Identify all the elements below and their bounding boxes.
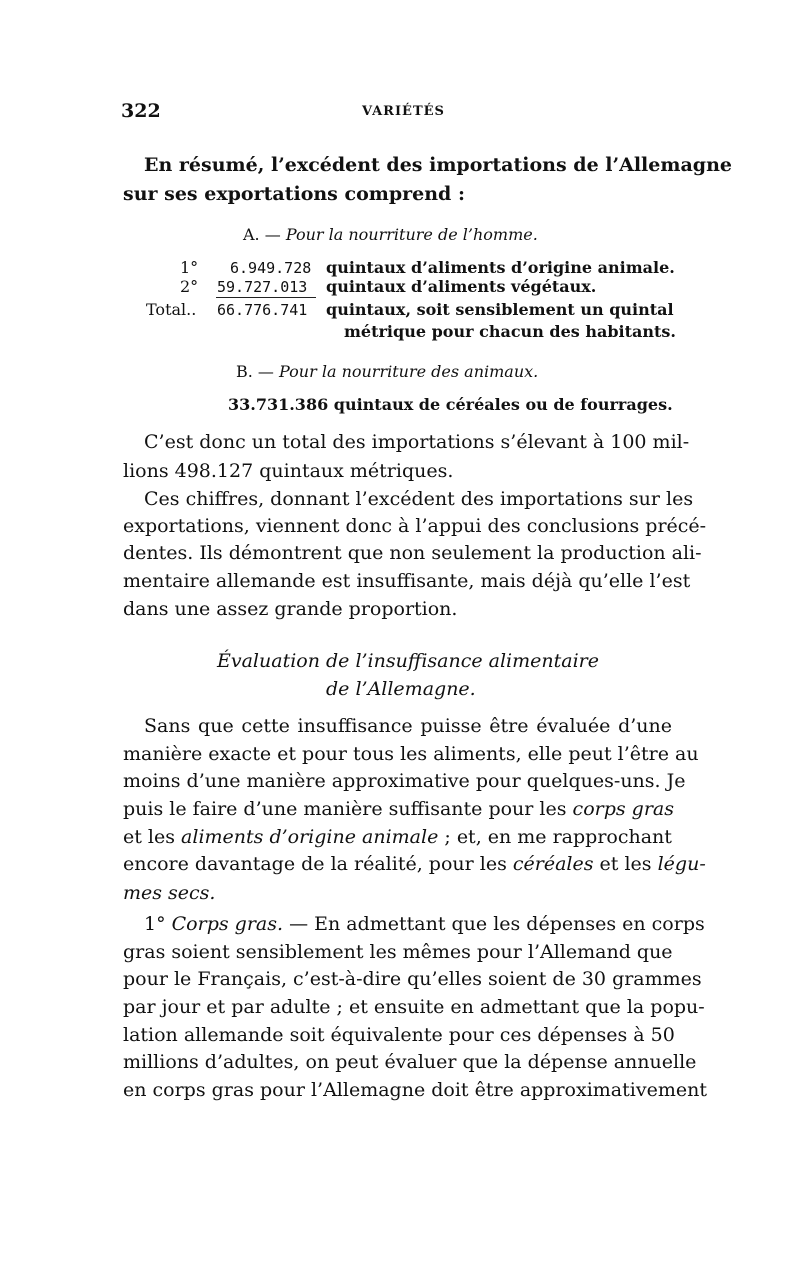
- para4-line-3: pour le Français, c’est-à-dire qu’elles soient de 30 grammes: [123, 968, 702, 990]
- page-number: 322: [121, 100, 161, 122]
- para4-subtitle: Corps gras.: [171, 913, 284, 935]
- cereales-term: céréales: [512, 853, 594, 875]
- section-title-line-2: de l’Allemagne.: [326, 678, 476, 700]
- para4-line-4: par jour et par adulte ; et ensuite en admettant que la popu-: [123, 996, 705, 1018]
- para3-line-4: [123, 798, 674, 820]
- total-rule: [216, 297, 316, 298]
- para4-line-2: gras soient sensiblement les mêmes pour l’Allemand que: [123, 941, 673, 963]
- para4-line-1: [144, 913, 705, 935]
- para2-line-3: dentes. Ils démontrent que non seulement la production ali-: [123, 542, 702, 564]
- section-b-prefix: B. —: [236, 362, 274, 381]
- para3-line-5: [123, 826, 671, 848]
- section-a-row-1-value: 6.949.728: [230, 259, 312, 277]
- section-a-title: Pour la nourriture de l’homme.: [285, 225, 538, 244]
- intro-line-2: sur ses exportations comprend :: [123, 183, 465, 205]
- para2-line-5: dans une assez grande proportion.: [123, 598, 458, 620]
- para3-line-5-text-a: et les: [123, 826, 175, 848]
- legumes-term: légu-: [657, 853, 706, 875]
- section-a-row-2-label: 2°: [180, 277, 199, 296]
- section-a-row-1-desc: quintaux d’aliments d’origine animale.: [326, 258, 675, 277]
- section-b-title: Pour la nourriture des animaux.: [279, 362, 539, 381]
- section-a-heading: [243, 225, 538, 244]
- para2-line-1: Ces chiffres, donnant l’excédent des importations sur les: [144, 488, 694, 510]
- para3-line-3: moins d’une manière approximative pour quelques-uns. Je: [123, 770, 686, 792]
- para3-line-5-text-c: ; et, en me rapprochant: [444, 826, 672, 848]
- para1-line-2: lions 498.127 quintaux métriques.: [123, 460, 454, 482]
- section-title-line-1: Évaluation de l’insuffisance alimentaire: [217, 650, 599, 672]
- para3-line-2: manière exacte et pour tous les aliments, elle peut l’être au: [123, 743, 699, 765]
- para4-number: 1°: [144, 913, 166, 935]
- section-a-prefix: A. —: [243, 225, 281, 244]
- total-desc-line-2: métrique pour chacun des habitants.: [344, 322, 676, 341]
- total-desc-line-1: quintaux, soit sensiblement un quintal: [326, 300, 674, 319]
- para3-line-7: mes secs.: [123, 882, 216, 904]
- running-title: VARIÉTÉS: [362, 104, 445, 119]
- para3-line-6-text-c: et les: [599, 853, 652, 875]
- para1-line-1: C’est donc un total des importations s’élevant à 100 mil-: [144, 431, 690, 453]
- section-a-row-2-value: 59.727.013: [217, 278, 308, 296]
- para4-line-5: lation allemande soit équivalente pour ces dépenses à 50: [123, 1024, 675, 1046]
- section-b-heading: [236, 362, 538, 381]
- total-label: Total..: [146, 300, 197, 319]
- para3-line-1: Sans que cette insuffisance puisse être évaluée d’une: [144, 715, 672, 737]
- para4-line-1-text: — En admettant que les dépenses en corps: [289, 913, 705, 935]
- para3-line-6-text-a: encore davantage de la réalité, pour les: [123, 853, 507, 875]
- para2-line-2: exportations, viennent donc à l’appui des conclusions précé-: [123, 515, 707, 537]
- section-a-row-2-desc: quintaux d’aliments végétaux.: [326, 277, 597, 296]
- total-value: 66.776.741: [217, 301, 308, 319]
- para3-line-4-text: puis le faire d’une manière suffisante pour les: [123, 798, 567, 820]
- para3-line-6: [123, 853, 706, 875]
- section-b-line: 33.731.386 quintaux de céréales ou de fourrages.: [228, 395, 673, 414]
- aliments-term: aliments d’origine animale: [181, 826, 439, 848]
- section-a-row-1-label: 1°: [180, 258, 199, 277]
- para4-line-6: millions d’adultes, on peut évaluer que la dépense annuelle: [123, 1051, 697, 1073]
- para2-line-4: mentaire allemande est insuffisante, mais déjà qu’elle l’est: [123, 570, 691, 592]
- para4-line-7: en corps gras pour l’Allemagne doit être approximativement: [123, 1079, 707, 1101]
- intro-line-1: En résumé, l’excédent des importations de l’Allemagne: [144, 154, 732, 176]
- corps-gras-term: corps gras: [572, 798, 674, 820]
